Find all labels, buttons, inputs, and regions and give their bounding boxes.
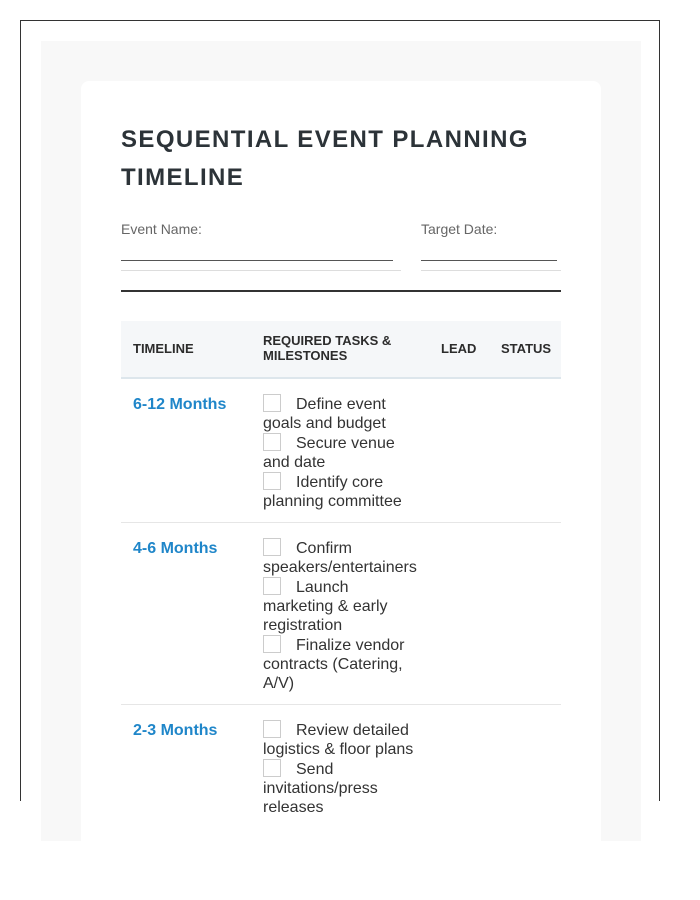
header-divider <box>121 290 561 292</box>
target-date-label: Target Date: <box>421 221 498 237</box>
header-status: STATUS <box>501 341 552 356</box>
table-header <box>121 321 561 379</box>
task-label: Review detailed logistics & floor plans <box>263 722 414 758</box>
header-lead: LEAD <box>441 341 477 356</box>
event-name-field[interactable] <box>121 260 393 261</box>
task-checkbox[interactable] <box>263 538 281 556</box>
task-item <box>263 433 419 472</box>
target-date-field[interactable] <box>421 260 557 261</box>
table-row <box>121 705 561 885</box>
task-label: Send invitations/press releases <box>263 761 378 816</box>
task-label: Confirm speakers/entertainers <box>263 540 417 576</box>
table-row <box>121 379 561 523</box>
task-item <box>263 394 419 433</box>
task-checkbox[interactable] <box>263 433 281 451</box>
task-label: Identify core planning committee <box>263 474 402 510</box>
task-checkbox[interactable] <box>263 472 281 490</box>
task-item <box>263 472 419 511</box>
header-tasks: REQUIRED TASKS & MILESTONES <box>263 333 392 363</box>
task-checkbox[interactable] <box>263 635 281 653</box>
task-checkbox[interactable] <box>263 394 281 412</box>
page-frame <box>20 20 660 816</box>
task-list <box>263 394 419 511</box>
task-checkbox[interactable] <box>263 720 281 738</box>
task-list <box>263 720 419 817</box>
timeline-phase: 2-3 Months <box>133 722 218 739</box>
task-item <box>263 635 419 693</box>
task-item <box>263 759 419 817</box>
task-label: Finalize vendor contracts (Catering, A/V) <box>263 637 405 692</box>
timeline-phase: 4-6 Months <box>133 540 218 557</box>
event-name-field-underline <box>121 270 401 271</box>
task-item <box>263 577 419 635</box>
timeline-phase: 6-12 Months <box>133 396 227 413</box>
task-item <box>263 720 419 759</box>
target-date-field-underline <box>421 270 561 271</box>
task-label: Launch marketing & early registration <box>263 579 388 634</box>
task-list <box>263 538 419 693</box>
table-row <box>121 523 561 705</box>
document-title: SEQUENTIAL EVENT PLANNING TIMELINE <box>121 126 529 191</box>
task-checkbox[interactable] <box>263 577 281 595</box>
page-background <box>41 41 641 841</box>
task-checkbox[interactable] <box>263 759 281 777</box>
task-item <box>263 538 419 577</box>
task-label: Secure venue and date <box>263 435 395 471</box>
document-card <box>81 81 601 881</box>
header-timeline: TIMELINE <box>133 341 194 356</box>
event-name-label: Event Name: <box>121 221 202 237</box>
task-label: Define event goals and budget <box>263 396 386 432</box>
